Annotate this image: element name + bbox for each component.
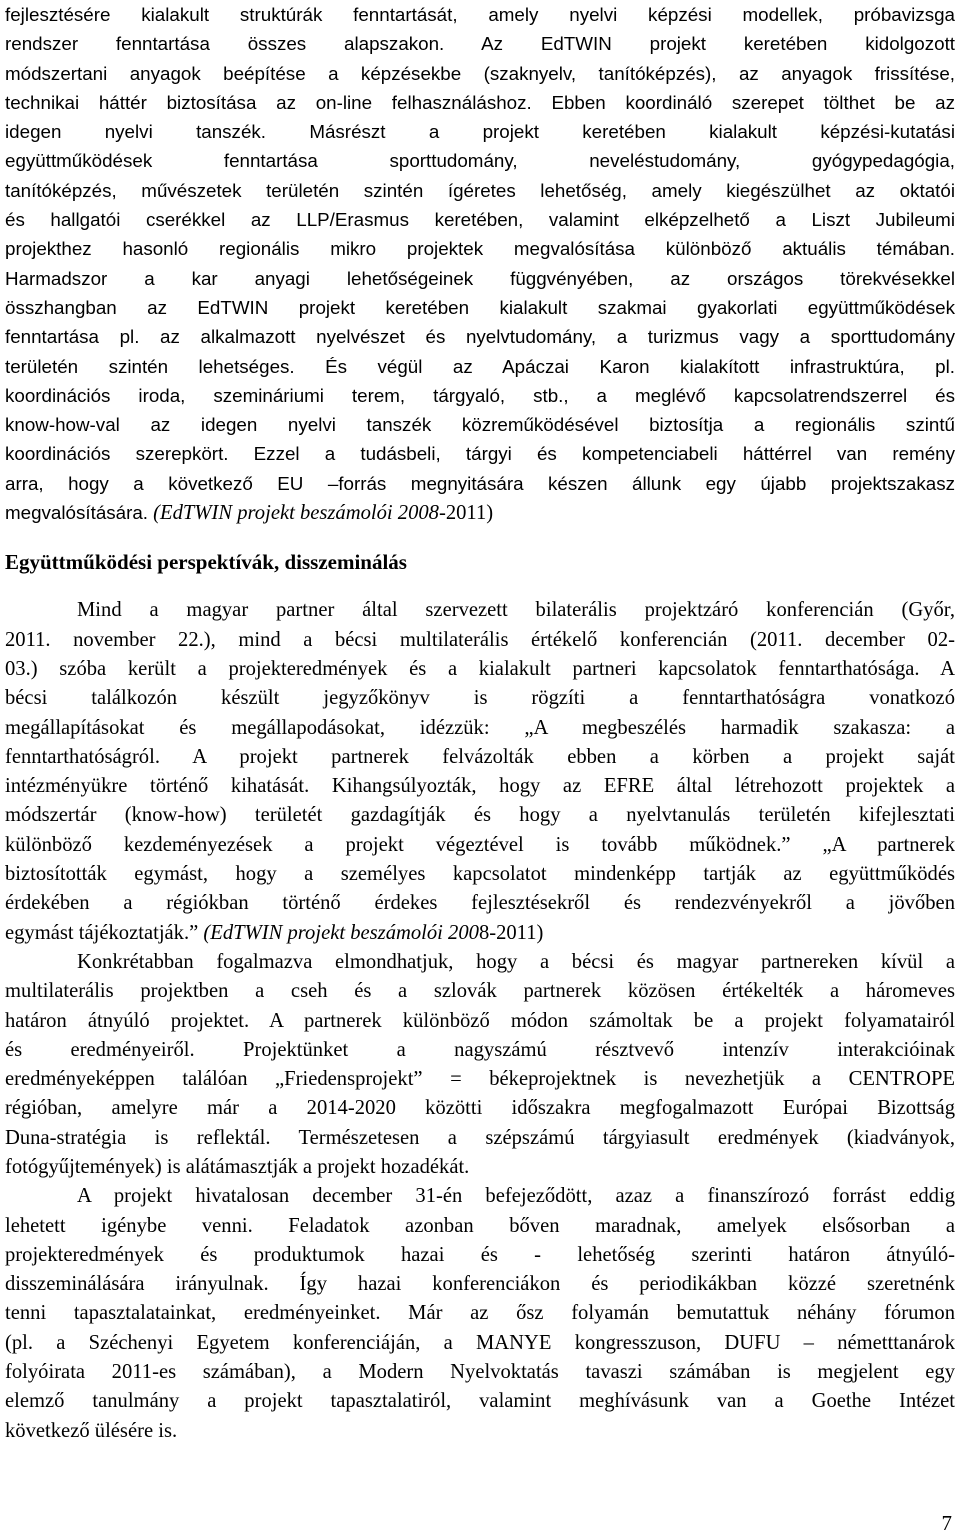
text-line: disszeminálására irányulnak. Így hazai konferenciákon és periodikákban közzé szeretnénk xyxy=(5,1273,955,1296)
citation-years: 8-2011) xyxy=(478,921,544,944)
text-line: tenni tapasztalatainkat, eredményeinket. Már az ősz folyamán bemutattuk néhány fórumon xyxy=(5,1302,955,1325)
text-line: koordinációs iroda, szemináriumi terem, tárgyaló, stb., a meglévő kapcsolatrendszerrel és xyxy=(5,384,955,406)
text-line: eredményeképpen találóan „Friedensprojekt” = békeprojektnek is nevezhetjük a CENTROPE xyxy=(5,1068,955,1091)
text-line: rendszer fenntartása összes alapszakon. Az EdTWIN projekt keretében kidolgozott xyxy=(5,33,955,55)
text-line: projekthez hasonló regionális mikro projektek megvalósítása különböző aktuális témában. xyxy=(5,238,955,260)
text-line: Konkrétabban fogalmazva elmondhatjuk, hogy a bécsi és magyar partnereken kívül a xyxy=(77,950,955,973)
text-line: fenntarthatóságról. A projekt partnerek felvázolták ebben a körben a projekt saját xyxy=(5,745,955,768)
text-line: területén szintén lehetséges. És végül az Apáczai Karon kialakított infrastruktúra, pl. xyxy=(5,355,955,377)
text-line: idegen nyelvi tanszék. Másrészt a projekt keretében kialakult képzési-kutatási xyxy=(5,121,955,143)
text-line: A projekt hivatalosan december 31-én befejeződött, azaz a finanszírozó forrást eddig xyxy=(77,1185,955,1208)
text-line xyxy=(5,919,955,948)
text-line: lehetett igénybe venni. Feladatok azonban bőven maradnak, amelyek elsősorban a xyxy=(5,1214,955,1237)
text-line: és eredményeiről. Projektünket a nagyszámú résztvevő intenzív interakcióinak xyxy=(5,1038,955,1061)
text-line: határon átnyúló projektet. A partnerek különböző módon számoltak be a projekt folyamatairól xyxy=(5,1009,955,1032)
text-line: megállapításokat és megállapodásokat, idézzük: „A megbeszélés harmadik szakasza: a xyxy=(5,716,955,739)
text-line: multilaterális projektben a cseh és a szlovák partnerek közösen értékelték a háromeves xyxy=(5,980,955,1003)
text-run: egymást tájékoztatják.” xyxy=(5,921,204,944)
paragraph-dissemination xyxy=(5,1182,955,1446)
text-line: arra, hogy a következő EU –forrás megnyitására készen állunk egy újabb projektszakasz xyxy=(5,472,955,494)
text-line: Harmadszor a kar anyagi lehetőségeinek függvényében, az országos törekvésekkel xyxy=(5,267,955,289)
page-number: 7 xyxy=(941,1511,952,1535)
text-line: különböző kezdeményezések a projekt végeztével is tovább működnek.” „A partnerek xyxy=(5,833,955,856)
text-line: Duna-stratégia is reflektál. Természetesen a szépszámú tárgyiasult eredmények (kiadványok, xyxy=(5,1126,955,1149)
text-line: (pl. a Széchenyi Egyetem konferenciáján, a MANYE kongresszuson, DUFU – németttanárok xyxy=(5,1331,955,1354)
text-line: 2011. november 22.), mind a bécsi multilaterális értékelő konferencián (2011. december 02- xyxy=(5,628,955,651)
text-line xyxy=(5,498,955,527)
text-line: tanítóképzés, művészetek területén szintén ígéretes lehetőség, amely kiegészülhet az oktatói xyxy=(5,179,955,201)
text-line: összhangban az EdTWIN projekt keretében kialakult szakmai gyakorlati együttműködések xyxy=(5,296,955,318)
text-line: Mind a magyar partner által szervezett bilaterális projektzáró konferencián (Győr, xyxy=(77,599,955,622)
text-line: know-how-val az idegen nyelvi tanszék közreműködésével biztosítja a regionális szintű xyxy=(5,414,955,436)
text-line: érdekében a régiókban történő érdekes fejlesztésekről és rendezvényekről a jövőben xyxy=(5,892,955,915)
text-run: megvalósítására. xyxy=(5,502,149,524)
text-line: intézményükre történő kihatását. Kihangsúlyozták, hogy az EFRE által létrehozott projektek a xyxy=(5,775,955,798)
text-line: régióban, amelyre már a 2014-2020 közötti időszakra megfogalmazott Európai Bizottság xyxy=(5,1097,955,1120)
text-line: bécsi találkozón készült jegyzőkönyv is rögzíti a fenntarthatóságra vonatkozó xyxy=(5,687,955,710)
text-line: fotógyűjtemények) is alátámasztják a projekt hozadékát. xyxy=(5,1155,470,1178)
text-line: módszertár (know-how) területét gazdagítják és hogy a nyelvtanulás területén kifejlesztati xyxy=(5,804,955,827)
text-line: együttműködések fenntartása sporttudomány, neveléstudomány, gyógypedagógia, xyxy=(5,150,955,172)
citation-years: -2011) xyxy=(438,502,494,525)
text-line: koordinációs szerepkört. Ezzel a tudásbeli, tárgyi és kompetenciabeli háttérrel van remény xyxy=(5,443,955,465)
text-line: projekteredmények és produktumok hazai és - lehetőség szerinti határon átnyúló- xyxy=(5,1243,955,1266)
text-line: technikai háttér biztosítása az on-line felhasználáshoz. Ebben koordináló szerepet tölthet be az xyxy=(5,91,955,113)
text-line: módszertani anyagok beépítése a képzésekbe (szaknyelv, tanítóképzés), az anyagok frissítése, xyxy=(5,62,955,84)
text-line: és hallgatói cserékkel az LLP/Erasmus keretében, valamint elképzelhető a Liszt Jubileumi xyxy=(5,209,955,231)
text-line: folyóirata 2011-es számában), a Modern Nyelvoktatás tavaszi számában is megjelent egy xyxy=(5,1361,955,1384)
text-line: 03.) szóba került a projekteredmények és a kialakult partneri kapcsolatok fenntarthatósága. A xyxy=(5,657,955,680)
text-line: következő ülésére is. xyxy=(5,1419,178,1442)
text-column xyxy=(5,0,955,1446)
paragraph-conferences xyxy=(5,596,955,948)
text-line: fenntartása pl. az alkalmazott nyelvészet és nyelvtudomány, a turizmus vagy a sporttudomány xyxy=(5,326,955,348)
section-heading: Együttműködési perspektívák, disszeminálás xyxy=(5,550,407,575)
citation-text: (EdTWIN projekt beszámolói 2008 xyxy=(148,502,439,525)
paragraph-sustainability xyxy=(5,0,955,527)
paragraph-multilateral xyxy=(5,948,955,1182)
text-line: biztosították egymást, hogy a személyes kapcsolatot mindenképp tartják az együttműködés xyxy=(5,863,955,886)
text-line: fejlesztésére kialakult struktúrák fenntartását, amely nyelvi képzési modellek, próbavizsga xyxy=(5,4,955,25)
text-line: elemző tanulmány a projekt tapasztalatiról, valamint meghívásunk van a Goethe Intézet xyxy=(5,1390,955,1413)
citation-text: (EdTWIN projekt beszámolói 200 xyxy=(203,921,479,944)
